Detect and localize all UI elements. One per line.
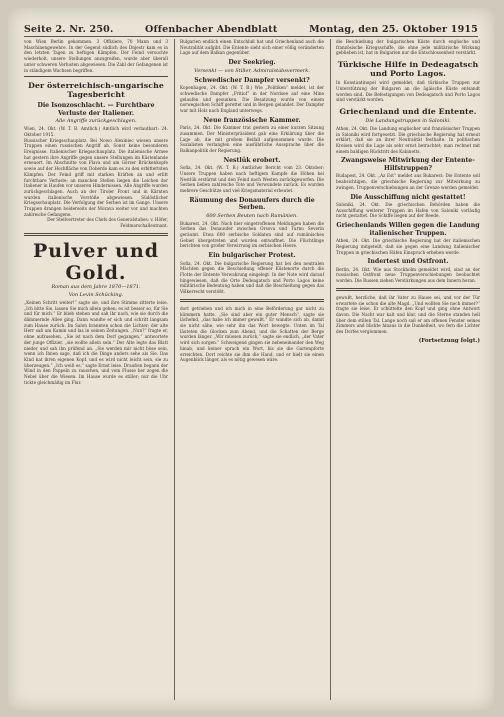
feuilleton-divider — [24, 233, 168, 236]
article-heading: Der österreichisch-ungarische Tagesbericht — [28, 81, 164, 100]
serial-subtitle: Roman aus dem Jahre 1870—1871. — [51, 283, 141, 290]
article-text: Bulgarien endlich einen Entschluß hat und Griechenland auch die Neutralität aufgibt. Die Entente sieht sich einer völlig veränderten Lage auf dem Balkan gegenüber. — [180, 39, 324, 56]
newspaper-name: Offenbacher Abendblatt — [145, 23, 278, 35]
article-text: Athen, 24. Okt. Die Landung englischer und französischer Truppen in Saloniki wird fortgesetzt. Die griechische Regierung hat erneut erklärt, daß sie an ihrer Neutralität festhalte. In politischen Kreisen wird die Lage als sehr ernst betrachtet; man rechnet mit einem baldigen Rücktritt des Kabinetts. — [336, 125, 480, 154]
divider — [24, 76, 168, 77]
article-subheading: Versenkt — von Stiller, Admiralstabsvermerk. — [194, 67, 310, 74]
article-text: Russischer Kriegsschauplatz. Bei Nowo Alexiniec wiesen unsere Truppen einen russischen Angriff ab. Sonst keine besonderen Ereignisse. Italienischer Kriegsschauplatz. Die italienische Armee hat gestern ihre Angriffe gegen unsere Stellungen im Küstenlande erneuert. Im Abschnitte von Plava und am Görzer Brückenkopfe sowie auf der Hochfläche von Doberdo kam es zu den erbittertsten Kämpfen. Der Feind griff mit starken Kräften an und erlitt furchtbare Verluste; an manchen Stellen liegen die Leichen der Italiener in Haufen vor unseren Hindernissen. Alle Angriffe wurden zurückgeschlagen. Auch an der Tiroler Front und in Kärnten wurden italienische Vorstöße abgewiesen. Südöstlicher Kriegsschauplatz. Die Verfolgung der Serben ist im Gange. Unsere Truppen drangen beiderseits der Morava weiter vor und machten zahlreiche Gefangene. — [24, 137, 168, 217]
article-text: Sofia, 24. Okt. (W. T. B.) Amtlicher Bericht vom 23. Oktober: Unsere Truppen haben nach heftigem Kampfe die Höhen bei Nestlük erstürmt und den Feind nach Westen zurückgeworfen. Die Serben ließen zahlreiche Tote und Verwundete zurück. Es wurden mehrere Geschütze und viel Kriegsmaterial erbeutet. — [180, 165, 324, 193]
article-text: Athen, 24. Okt. Die griechische Regierung hat der italienischen Regierung mitgeteilt, daß sie gegen eine Landung italienischer Truppen in griechischen Häfen Einspruch erheben werde. — [336, 238, 480, 255]
feuilleton-divider — [180, 299, 324, 302]
article-heading: Nestlük erobert. — [223, 156, 281, 164]
article-text: Bukarest, 24. Okt. Nach hier eingetroffenen Meldungen haben die Serben das Donauufer zwischen Orsova und Turnu Severin geräumt. Etwa 600 serbische Soldaten sind auf rumänisches Gebiet übergetreten und wurden entwaffnet. Die Flüchtlinge berichten von großer Verwirrung im serbischen Heere. — [180, 220, 324, 249]
column-rule — [174, 39, 175, 700]
article-subheading: 600 Serben Beuten nach Rumänien. — [206, 212, 298, 219]
article-heading: Die Ausschiffung nicht gestattet! — [350, 193, 466, 201]
article-heading: Ein bulgarischer Protest. — [208, 252, 296, 260]
article-subheading: Alle Angriffe zurückgeschlagen. — [55, 118, 137, 125]
article-text: von Wien Berlin gekommen. 3 Offiziere, 70 Mann und 3 Maschinengewehre. In der Gegend südlich des Dnjestr kam es in den letzten Tagen zu heftigen Kämpfen. Der Feind versuchte wiederholt, unsere Stellungen anzugreifen, wurde aber überall unter schweren Verlusten abgewiesen. Die Zahl der Gefangenen ist in ständigem Wachsen begriffen. — [24, 39, 168, 73]
column-3 — [336, 39, 480, 700]
continued-note: (Fortsetzung folgt.) — [418, 337, 480, 344]
article-heading: Griechenland und die Entente. — [339, 106, 477, 116]
article-heading: Türkische Hilfe in Dedeagatsch und Porto Lagos. — [337, 60, 479, 79]
article-heading: Räumung des Donauufers durch die Serben. — [189, 196, 315, 212]
article-heading: Griechenlands Willen gegen die Landung italienischer Truppen. — [336, 222, 480, 237]
article-text: Kopenhagen, 24. Okt. (W. T. B.) Wie „Politiken“ meldet, ist der schwedische Dampfer „Fritiof“ in der Nordsee auf eine Mine gelaufen und gesunken. Die Besatzung wurde von einem norwegischen Schiff gerettet und in Bergen gelandet. Der Dampfer war mit Holz nach England unterwegs. — [180, 85, 324, 113]
column-2 — [180, 39, 324, 700]
article-signature: Der Stellvertreter des Chefs des Generalstabes: v. Höfer, Feldmarschalleutnant. — [47, 217, 168, 229]
page-number: Seite 2. Nr. 250. — [24, 23, 114, 35]
article-subheading: Die Isonzoschlacht. — Furchtbare Verluste der Italiener. — [37, 102, 155, 117]
article-subheading: Die Landungstruppen in Saloniki. — [365, 117, 451, 124]
article-text: Saloniki, 24. Okt. Die griechischen Behörden haben die Ausschiffung weiterer Truppen im Hafen von Saloniki vorläufig nicht gestattet. Die Schiffe liegen auf der Reede. — [336, 202, 480, 219]
article-heading: Neue französische Kammer. — [203, 116, 301, 124]
serial-title: Pulver und Gold. — [33, 239, 159, 284]
article-text: Budapest, 24. Okt. „Az Est“ meldet aus Bukarest: Die Entente soll beabsichtigen, die griechische Regierung zur Mitwirkung zu zwingen. Truppenverschiebungen an der Grenze werden gemeldet. — [336, 173, 480, 190]
article-text: Sofia, 24. Okt. Die bulgarische Regierung hat bei den neutralen Mächten gegen die Beschießung offener Küstenorte durch die Flotte der Entente Verwahrung eingelegt. In der Note wird darauf hingewiesen, daß die Orte Dedeagatsch und Porto Lagos keine militärische Bedeutung haben und daß die Beschießung gegen das Völkerrecht verstößt. — [180, 260, 324, 295]
column-1 — [24, 39, 168, 700]
issue-date: Montag, den 25. Oktober 1915 — [309, 23, 478, 35]
newspaper-page — [8, 8, 494, 710]
serial-author: Von Levin Schücking. — [68, 291, 124, 298]
article-text: In Konstantinopel wird gemeldet, daß türkische Truppen zur Unterstützung der Bulgaren an die ägäische Küste entsandt worden sind. Die Befestigungen von Dedeagatsch und Porto Lagos sind verstärkt worden. — [336, 80, 480, 103]
article-text: die Beschießung der bulgarischen Küste durch englische und französische Kriegsschiffe, die ohne jede militärische Wirkung geblieben ist, hat in Bulgarien nur die Entschlossenheit verstärkt. — [336, 39, 480, 56]
article-heading: Zwangsweise Mitwirkung der Entente-Hilfstruppen? — [341, 157, 475, 172]
article-text: Paris, 24. Okt. Die Kammer trat gestern zu einer kurzen Sitzung zusammen. Der Ministerpräsident gab eine Erklärung über die Lage ab, die mit großem Beifall aufgenommen wurde. Die Sozialisten verlangten eine ausführliche Aussprache über die Balkanpolitik der Regierung. — [180, 125, 324, 153]
article-heading: Schwedischer Dampfer versenkt? — [194, 76, 310, 84]
serial-text: dort getrieben und ich mich in eine Beförderung gar nicht zu kümmern hatte. „Sie sind aber ein guter Mensch“, sagte sie lächelnd, „das habe ich immer gewußt.“ Er wandte sich ab, damit sie nicht sähe, wie sehr ihn das Wort bewegte. Unten im Tal läuteten die Glocken zum Abend, und die Schatten der Berge wurden länger. „Wir müssen zurück,“ sagte sie endlich, „der Vater wird sich sorgen.“ Schweigend gingen sie nebeneinander den Weg hinab, und keiner sprach ein Wort, bis sie die Gartenpforte erreichten. Dort reichte sie ihm die Hand, und er hielt sie einen Augenblick länger, als es nötig gewesen wäre. — [180, 305, 324, 363]
feuilleton-divider — [336, 288, 480, 291]
article-dateline: Wien, 24. Okt. (W. T. B. Amtlich.) Amtlich wird verlautbart: 24. Oktober 1915. — [24, 126, 168, 137]
serial-text: „Keinen Schritt weiter!“ sagte sie, und ihre Stimme zitterte leise. „Ich bitte Sie, lassen Sie mich allein gehen; es ist besser so, für Sie und für mich.“ Er blieb stehen und sah ihr nach, wie sie durch die dämmernde Allee ging. Dann wandte er sich und schritt langsam zum Hause zurück. Im Salon brannten schon die Lichter; der alte Herr saß am Kamin und las in seinen Zeitungen. „Nun?“ fragte er, ohne aufzusehen. „Sie ist nach dem Dorf gegangen,“ antwortete der junge Offizier, „sie wollte allein sein.“ Der Alte legte das Blatt nieder und sah ihn prüfend an. „Sie werden mir nicht böse sein, wenn ich Ihnen sage, daß ich die Dinge anders sehe als Sie. Das Kind hat ihren eigenen Kopf, und es wird nicht leicht sein, sie zu überzeugen.“ „Ich weiß es,“ sagte Ernst leise. Draußen begann der Wind in den Pappeln zu rauschen, und vom Flusse her zogen die Nebel über die Wiesen. Im Hause wurde es stiller; nur die Uhr tickte gleichmäßig im Flur. — [24, 299, 168, 385]
page-header — [24, 22, 478, 37]
serial-text: gewußt, herzliche, daß ihr Vater zu Hause sei, und vor der Tür erwartete sie schon die alte Magd. „Und wollten Sie noch immer?“ fragte sie leise. Er schüttelte den Kopf und ging ohne Antwort davon. Die Nacht war kalt und klar, und die Sterne standen hell über dem stillen Tal. Lange noch saß er am offenen Fenster seines Zimmers und blickte hinaus in die Dunkelheit, wo fern die Lichter des Dorfes verglommen. — [336, 294, 480, 335]
column-rule — [330, 39, 331, 700]
article-heading: Indertest und Ostfront. — [367, 258, 449, 266]
article-text: Berlin, 24. Okt. Wie aus Stockholm gemeldet wird, sind an der russischen Ostfront neue Truppenverschiebungen beobachtet worden. Die Russen ziehen Verstärkungen aus dem Innern heran. — [336, 266, 480, 284]
article-heading: Der Seekrieg. — [228, 59, 276, 67]
